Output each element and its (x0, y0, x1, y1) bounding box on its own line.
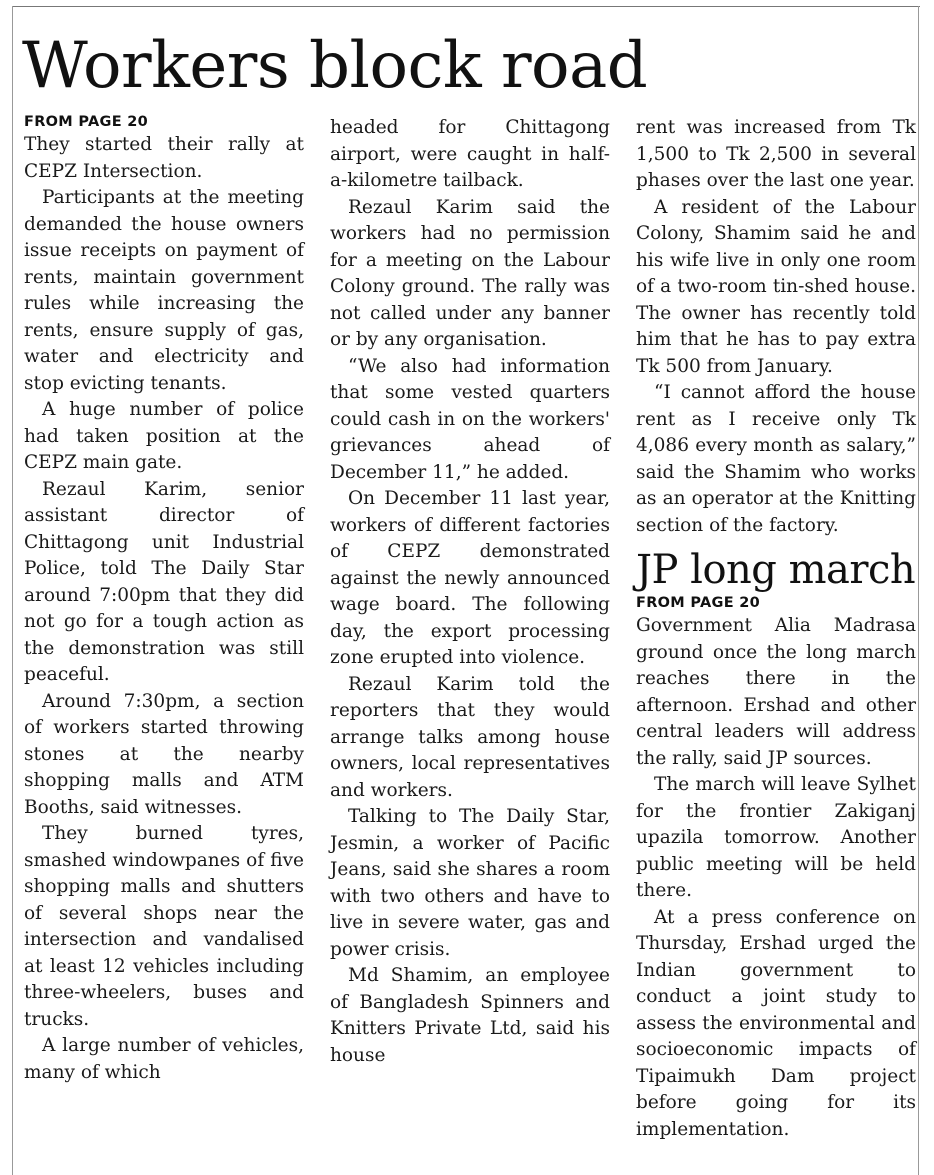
paragraph: They burned tyres, smashed windowpanes of five shopping malls and shutters of several shops near the intersection and vandalised at least 12 vehicles including three-wheelers, buses and trucks. (24, 823, 304, 1030)
paragraph: Talking to The Daily Star, Jesmin, a worker of Pacific Jeans, said she shares a room with two others and have to live in severe water, gas and power crisis. (330, 806, 610, 960)
paragraph: Rezaul Karim said the workers had no permission for a meeting on the Labour Colony ground. The rally was not called under any banner or by any organisation. (330, 196, 610, 350)
paragraph: They started their rally at CEPZ Intersection. (24, 134, 304, 182)
paragraph: At a press conference on Thursday, Ershad urged the Indian government to conduct a joint study to assess the environmental and socioeconomic impacts of Tipaimukh Dam project before going for its implementation. (636, 906, 916, 1140)
paragraph: A resident of the Labour Colony, Shamim said he and his wife live in only one room of a two-room tin-shed house. The owner has recently told him that he has to pay extra Tk 500 from January. (636, 196, 916, 377)
column-2 (330, 115, 610, 1069)
paragraph: “I cannot afford the house rent as I receive only Tk 4,086 every month as salary,” said the Shamim who works as an operator at the Knitting section of the factory. (636, 382, 916, 536)
paragraph: A large number of vehicles, many of which (24, 1035, 304, 1083)
paragraph: headed for Chittagong airport, were caught in half-a-kilometre tailback. (330, 117, 610, 191)
paragraph: A huge number of police had taken position at the CEPZ main gate. (24, 399, 304, 473)
subheadline: JP long march (636, 547, 916, 593)
paragraph: Around 7:30pm, a section of workers started throwing stones at the nearby shopping malls and ATM Booths, said witnesses. (24, 690, 304, 818)
from-page-label: FROM PAGE 20 (636, 595, 761, 611)
right-border (918, 6, 919, 1175)
paragraph: Participants at the meeting demanded the house owners issue receipts on payment of rents, maintain government rules while increasing the rents, ensure supply of gas, water and electricity and stop evicting tenants. (24, 187, 304, 394)
left-border (12, 6, 13, 1175)
paragraph: Government Alia Madrasa ground once the long march reaches there in the afternoon. Ershad and other central leaders will address the rally, said JP sources. (636, 615, 916, 769)
paragraph: The march will leave Sylhet for the frontier Zakiganj upazila tomorrow. Another public meeting will be held there. (636, 774, 916, 901)
column-3 (636, 115, 916, 1143)
paragraph: On December 11 last year, workers of different factories of CEPZ demonstrated against the newly announced wage board. The following day, the export processing zone erupted into violence. (330, 488, 610, 668)
column-1 (24, 112, 304, 1086)
top-rule (12, 6, 920, 7)
paragraph: “We also had information that some vested quarters could cash in on the workers' grievances ahead of December 11,” he added. (330, 355, 610, 483)
paragraph: Md Shamim, an employee of Bangladesh Spinners and Knitters Private Ltd, said his house (330, 965, 610, 1066)
headline: Workers block road (22, 29, 648, 103)
from-page-label: FROM PAGE 20 (24, 114, 149, 130)
paragraph: Rezaul Karim told the reporters that they would arrange talks among house owners, local representatives and workers. (330, 673, 610, 801)
paragraph: rent was increased from Tk 1,500 to Tk 2,500 in several phases over the last one year. (636, 117, 916, 191)
paragraph: Rezaul Karim, senior assistant director of Chittagong unit Industrial Police, told The Daily Star around 7:00pm that they did not go for a tough action as the demonstration was still peaceful. (24, 478, 304, 685)
